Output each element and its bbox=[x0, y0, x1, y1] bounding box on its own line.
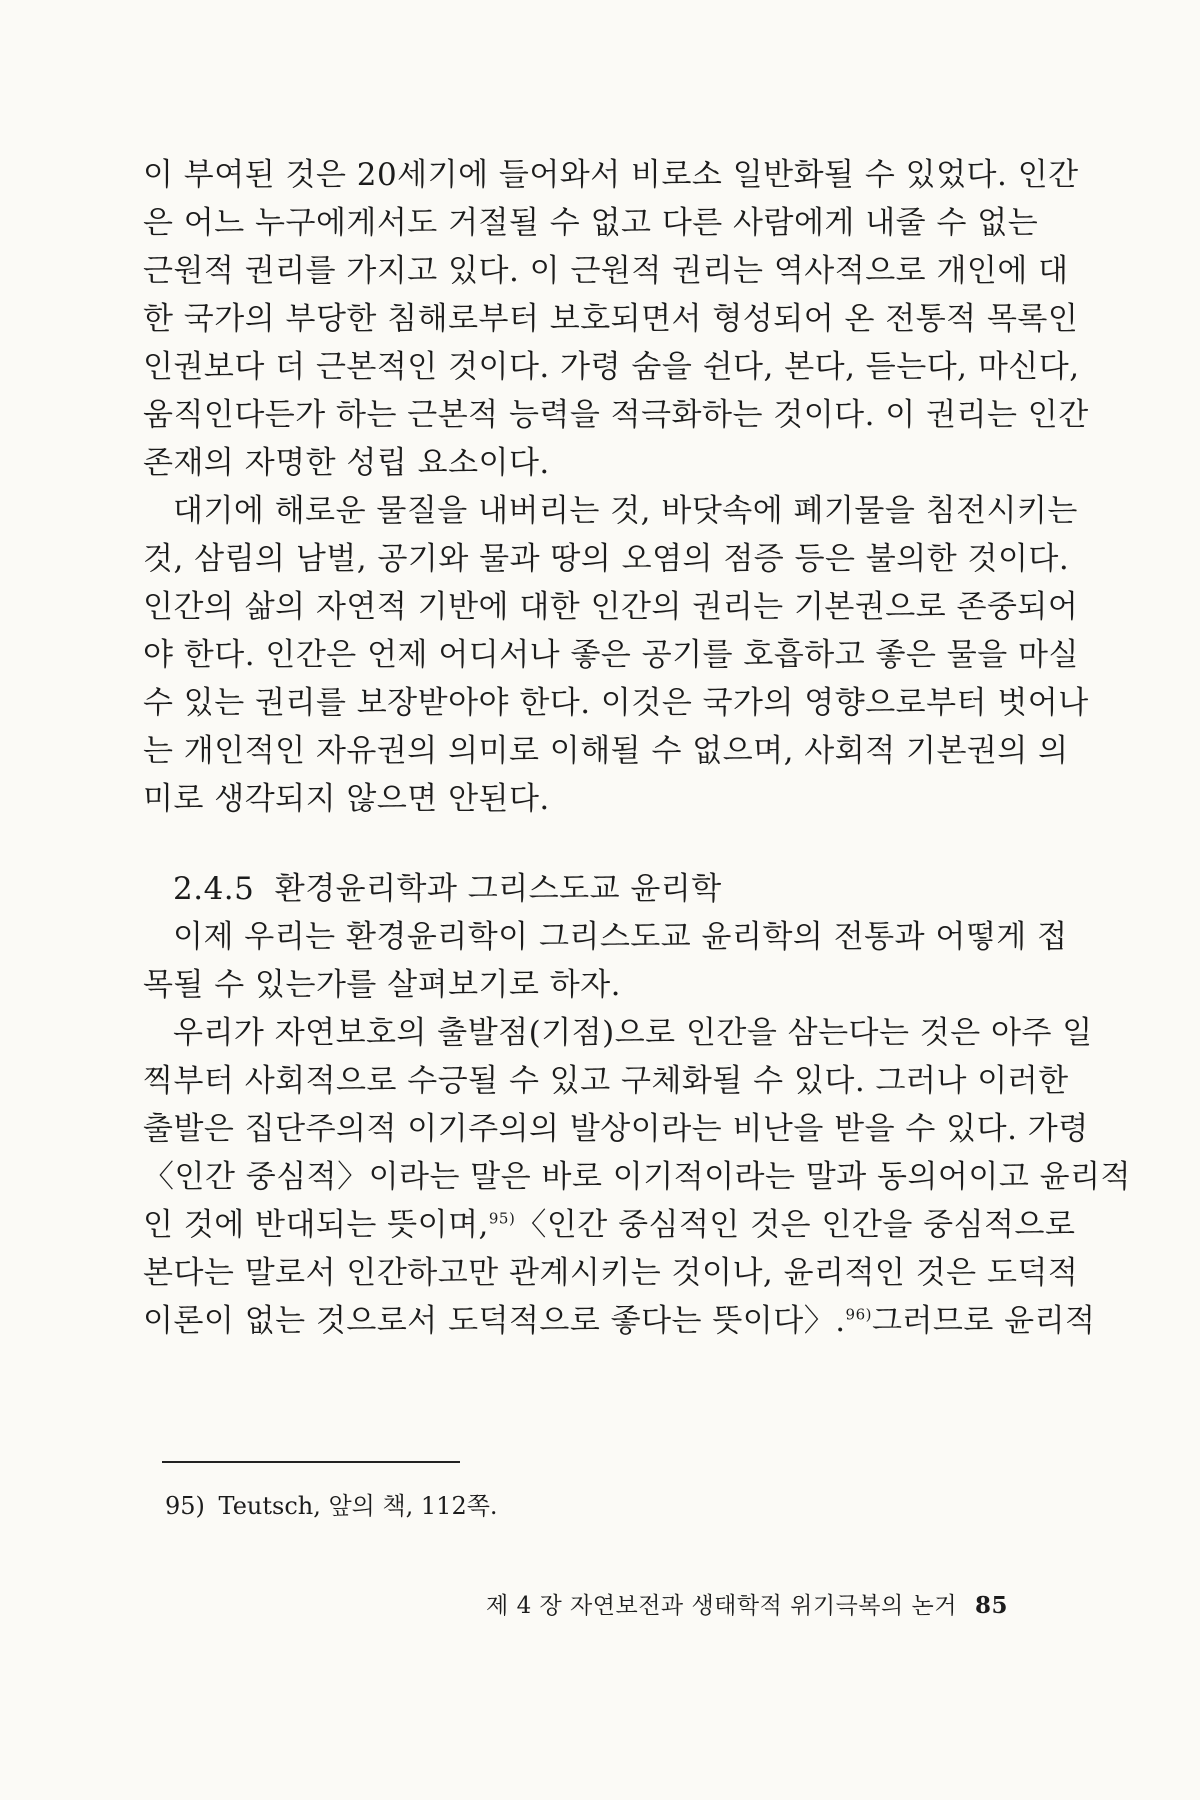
section-heading bbox=[173, 869, 722, 909]
text-line bbox=[143, 1205, 1076, 1245]
text-line: 미로 생각되지 않으면 안된다. bbox=[143, 781, 550, 817]
text-line: 존재의 자명한 성립 요소이다. bbox=[143, 445, 550, 481]
footnote-ref-95[interactable]: 95) bbox=[488, 1209, 516, 1228]
text-line: 〈인간 중심적〉이라는 말은 바로 이기적이라는 말과 동의어이고 윤리적 bbox=[143, 1159, 1131, 1195]
text-segment: 〈인간 중심적인 것은 인간을 중심적으로 bbox=[515, 1207, 1076, 1243]
text-line: 대기에 해로운 물질을 내버리는 것, 바닷속에 폐기물을 침전시키는 bbox=[173, 493, 1078, 529]
text-line bbox=[143, 1301, 1096, 1341]
text-line: 수 있는 권리를 보장받아야 한다. 이것은 국가의 영향으로부터 벗어나 bbox=[143, 685, 1089, 721]
text-line: 근원적 권리를 가지고 있다. 이 근원적 권리는 역사적으로 개인에 대 bbox=[143, 253, 1069, 289]
text-line: 이제 우리는 환경윤리학이 그리스도교 윤리학의 전통과 어떻게 접 bbox=[173, 919, 1068, 955]
text-line: 는 개인적인 자유권의 의미로 이해될 수 없으며, 사회적 기본권의 의 bbox=[143, 733, 1069, 769]
page-number: 85 bbox=[974, 1592, 1008, 1619]
running-footer bbox=[470, 1590, 1008, 1622]
footnote-number: 95) bbox=[165, 1492, 205, 1520]
text-line: 움직인다든가 하는 근본적 능력을 적극화하는 것이다. 이 권리는 인간 bbox=[143, 397, 1089, 433]
text-segment: 이론이 없는 것으로서 도덕적으로 좋다는 뜻이다〉.$^{96)}$ bbox=[143, 1303, 872, 1339]
text-line: 우리가 자연보호의 출발점(기점)으로 인간을 삼는다는 것은 아주 일 bbox=[173, 1015, 1093, 1051]
text-line: 목될 수 있는가를 살펴보기로 하자. bbox=[143, 967, 622, 1003]
text-line: 본다는 말로서 인간하고만 관계시키는 것이나, 윤리적인 것은 도덕적 bbox=[143, 1255, 1079, 1291]
footnote-text: Teutsch, 앞의 책, 112쪽. bbox=[218, 1492, 498, 1520]
footnote-ref-96[interactable]: 96) bbox=[845, 1305, 872, 1324]
section-number: 2.4.5 bbox=[173, 871, 255, 907]
text-line: 인권보다 더 근본적인 것이다. 가령 숨을 쉰다, 본다, 듣는다, 마신다, bbox=[143, 349, 1080, 385]
text-line: 야 한다. 인간은 언제 어디서나 좋은 공기를 호흡하고 좋은 물을 마실 bbox=[143, 637, 1079, 673]
chapter-title: 제 4 장 자연보전과 생태학적 위기극복의 논거 bbox=[486, 1593, 957, 1619]
text-line: 이 부여된 것은 20세기에 들어와서 비로소 일반화될 수 있었다. 인간 bbox=[143, 157, 1079, 193]
footnote bbox=[165, 1490, 498, 1522]
text-line: 은 어느 누구에게서도 거절될 수 없고 다른 사람에게 내줄 수 없는 bbox=[143, 205, 1039, 241]
text-line: 것, 삼림의 남벌, 공기와 물과 땅의 오염의 점증 등은 불의한 것이다. bbox=[143, 541, 1070, 577]
section-title: 환경윤리학과 그리스도교 윤리학 bbox=[274, 871, 722, 907]
text-line: 인간의 삶의 자연적 기반에 대한 인간의 권리는 기본권으로 존중되어 bbox=[143, 589, 1079, 625]
text-segment: 그러므로 윤리적 bbox=[872, 1303, 1096, 1339]
text-line: 찍부터 사회적으로 수긍될 수 있고 구체화될 수 있다. 그러나 이러한 bbox=[143, 1063, 1069, 1099]
footnote-separator bbox=[162, 1461, 460, 1463]
text-line: 출발은 집단주의적 이기주의의 발상이라는 비난을 받을 수 있다. 가령 bbox=[143, 1111, 1089, 1147]
text-segment: 인 것에 반대되는 뜻이며,$^{95)}$ bbox=[143, 1207, 516, 1243]
text-line: 한 국가의 부당한 침해로부터 보호되면서 형성되어 온 전통적 목록인 bbox=[143, 301, 1079, 337]
